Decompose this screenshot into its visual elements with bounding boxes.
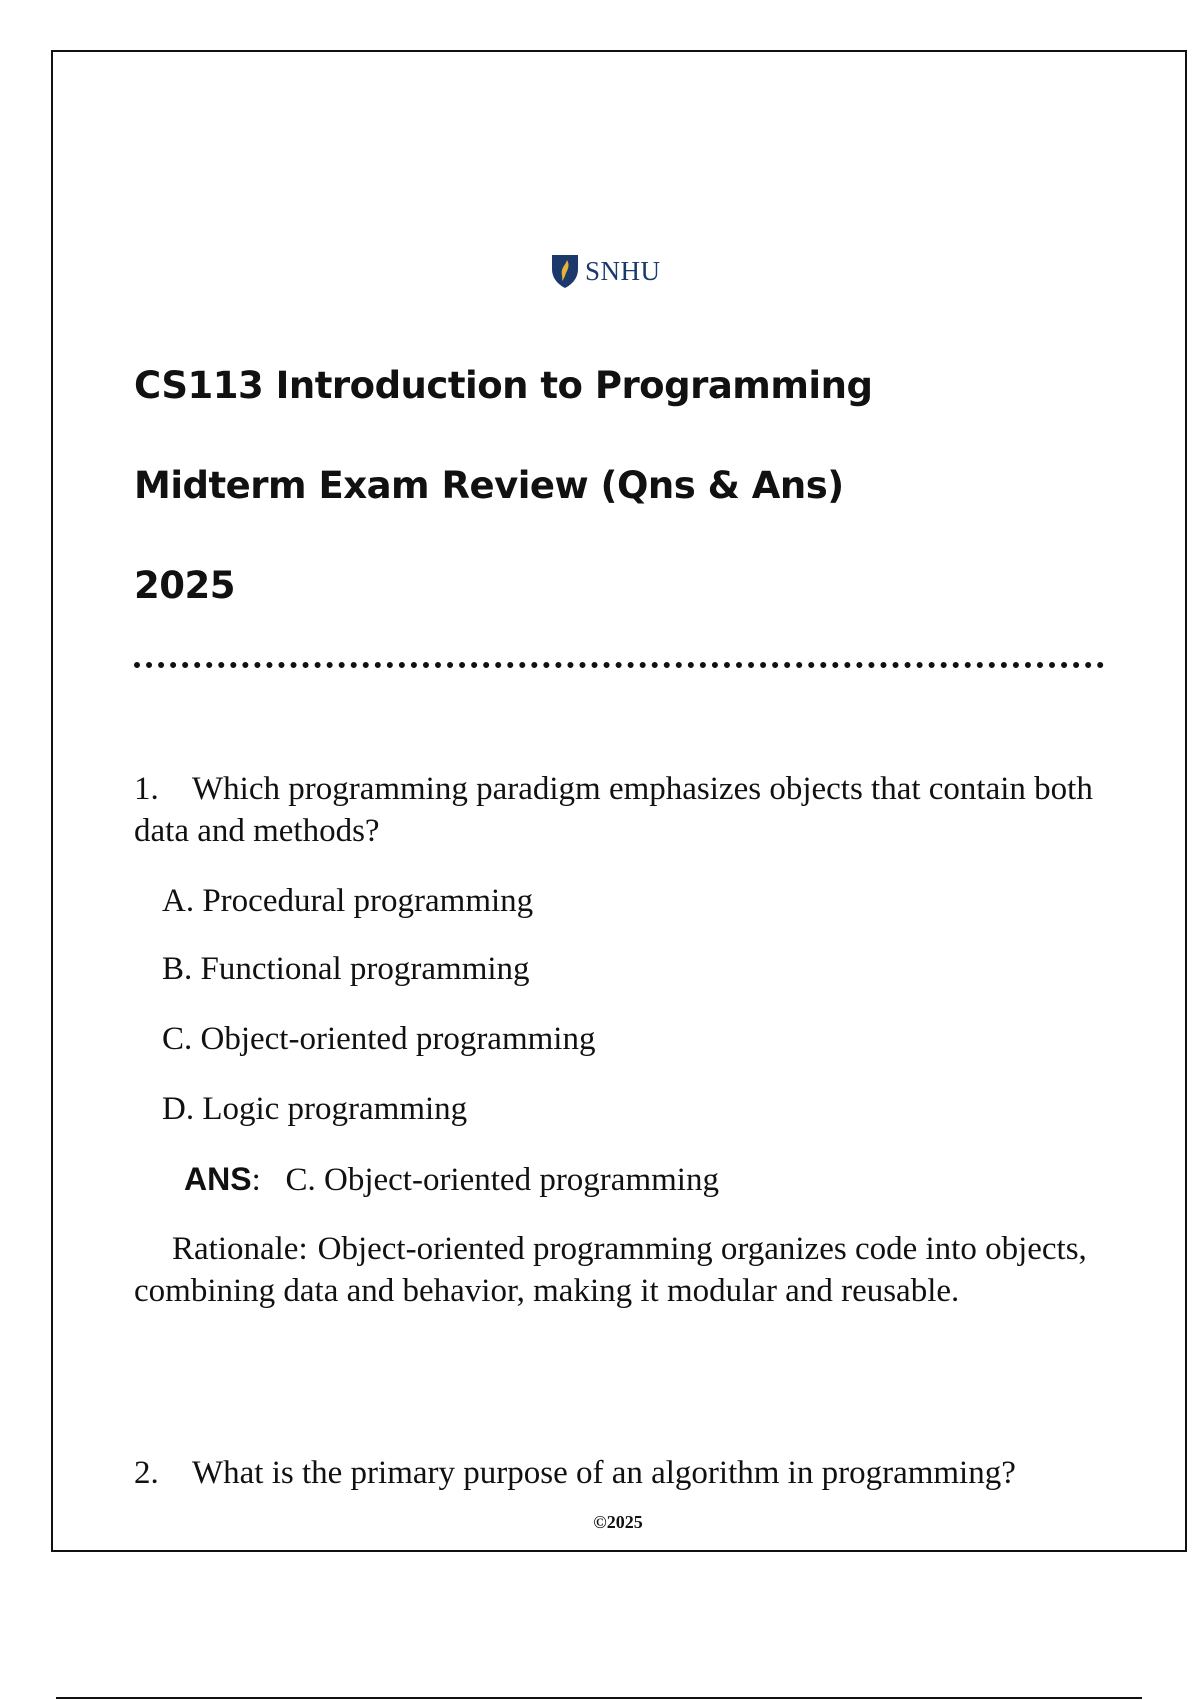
option-d: D. Logic programming <box>162 1091 468 1127</box>
answer-line: ANS: C. Object-oriented programming <box>184 1161 719 1198</box>
rationale <box>134 1228 1134 1312</box>
rationale-label: Rationale: <box>172 1231 308 1267</box>
rationale-text: Object-oriented programming organizes code into objects, combining data and behavior, making it modular and reusable. <box>134 1231 1087 1309</box>
answer-text: C. Object-oriented programming <box>285 1162 719 1198</box>
question-text: Which programming paradigm emphasizes objects that contain both data and methods? <box>134 771 1093 849</box>
question-1 <box>134 768 1134 852</box>
shield-flame-icon <box>550 253 580 289</box>
dotted-divider <box>134 662 1104 668</box>
question-number: 2. <box>134 1455 159 1491</box>
course-title: CS113 Introduction to Programming <box>134 364 873 407</box>
logo <box>550 250 661 292</box>
exam-subtitle: Midterm Exam Review (Qns & Ans) <box>134 464 844 507</box>
bottom-rule <box>56 1697 1142 1699</box>
question-2 <box>134 1452 1134 1494</box>
answer-label: ANS <box>184 1161 252 1197</box>
question-text: What is the primary purpose of an algorithm in programming? <box>192 1455 1016 1491</box>
option-b: B. Functional programming <box>162 951 530 987</box>
exam-year: 2025 <box>134 564 235 607</box>
option-c: C. Object-oriented programming <box>162 1021 596 1057</box>
footer-copyright: ©2025 <box>593 1512 643 1532</box>
logo-text: SNHU <box>585 255 661 286</box>
option-a: A. Procedural programming <box>162 883 534 919</box>
question-number: 1. <box>134 771 159 807</box>
